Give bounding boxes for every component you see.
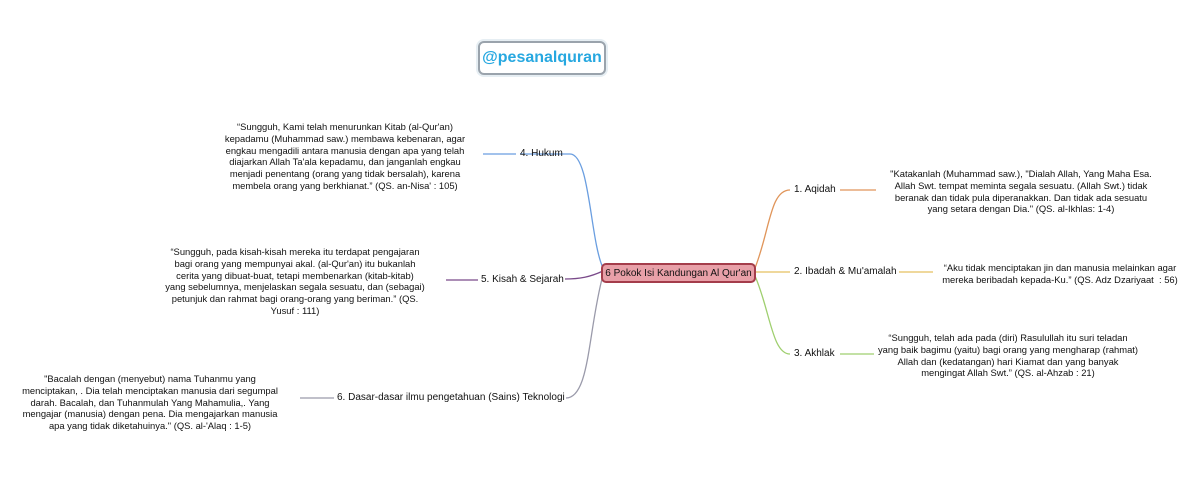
- quote-kisah: “Sungguh, pada kisah-kisah mereka itu terdapat pengajaran bagi orang yang mempunyai akal. (al-Qur'an) itu bukanlah cerita yang dibuat-buat, tetapi membenarkan (kitab-kitab) yang sebelumnya, menjelaskan segala sesuatu, dan (sebagai) petunjuk dan rahmat bagi orang-orang yang beriman.” (QS. Yusuf : 111): [165, 246, 425, 316]
- branch-akhlak[interactable]: 3. Akhlak: [794, 348, 835, 359]
- branch-aqidah[interactable]: 1. Aqidah: [794, 184, 836, 195]
- connector-aqidah: [755, 190, 790, 268]
- handle-badge: @pesanalquran: [478, 41, 606, 75]
- quote-ibadah: “Aku tidak menciptakan jin dan manusia melainkan agar mereka beribadah kepada-Ku.” (QS. Adz Dzariyaat : 56): [942, 262, 1178, 285]
- branch-ibadah[interactable]: 2. Ibadah & Mu'amalah: [794, 266, 897, 277]
- quote-akhlak: “Sungguh, telah ada pada (diri) Rasulullah itu suri teladan yang baik bagimu (yaitu) bagi orang yang mengharap (rahmat) Allah dan (kedatangan) hari Kiamat dan yang banyak mengingat Allah Swt.” (QS. al-Ahzab : 21): [877, 332, 1139, 379]
- connector-akhlak: [755, 276, 790, 354]
- branch-sains[interactable]: 6. Dasar-dasar ilmu pengetahuan (Sains) Teknologi: [337, 392, 565, 403]
- connector-sains: [566, 275, 603, 398]
- quote-aqidah: "Katakanlah (Muhammad saw.), "Dialah Allah, Yang Maha Esa. Allah Swt. tempat meminta segala sesuatu. (Allah Swt.) tidak beranak dan tidak pula diperanakkan. Dan tidak ada sesuatu yang setara dengan Dia." (QS. al-Ikhlas: 1-4): [890, 168, 1152, 215]
- central-topic[interactable]: 6 Pokok Isi Kandungan Al Qur'an: [601, 263, 756, 283]
- quote-hukum: “Sungguh, Kami telah menurunkan Kitab (al-Qur'an) kepadamu (Muhammad saw.) membawa kebenaran, agar engkau mengadili antara manusia dengan apa yang telah diajarkan Allah Ta'ala kepadamu, dan janganlah engkau menjadi penentang (orang yang tidak bersalah), karena membela orang yang berkhianat.” (QS. an-Nisa' : 105): [224, 121, 466, 191]
- connector-kisah: [565, 271, 603, 279]
- branch-hukum[interactable]: 4. Hukum: [520, 148, 563, 159]
- quote-sains: "Bacalah dengan (menyebut) nama Tuhanmu yang menciptakan, . Dia telah menciptakan manusia dari segumpal darah. Bacalah, dan Tuhanmulah Yang Mahamulia,. Yang mengajar (manusia) dengan pena. Dia mengajarkan manusia apa yang tidak diketahuinya." (QS. al-'Alaq : 1-5): [22, 373, 278, 432]
- branch-kisah[interactable]: 5. Kisah & Sejarah: [481, 274, 564, 285]
- connector-hukum: [520, 154, 603, 268]
